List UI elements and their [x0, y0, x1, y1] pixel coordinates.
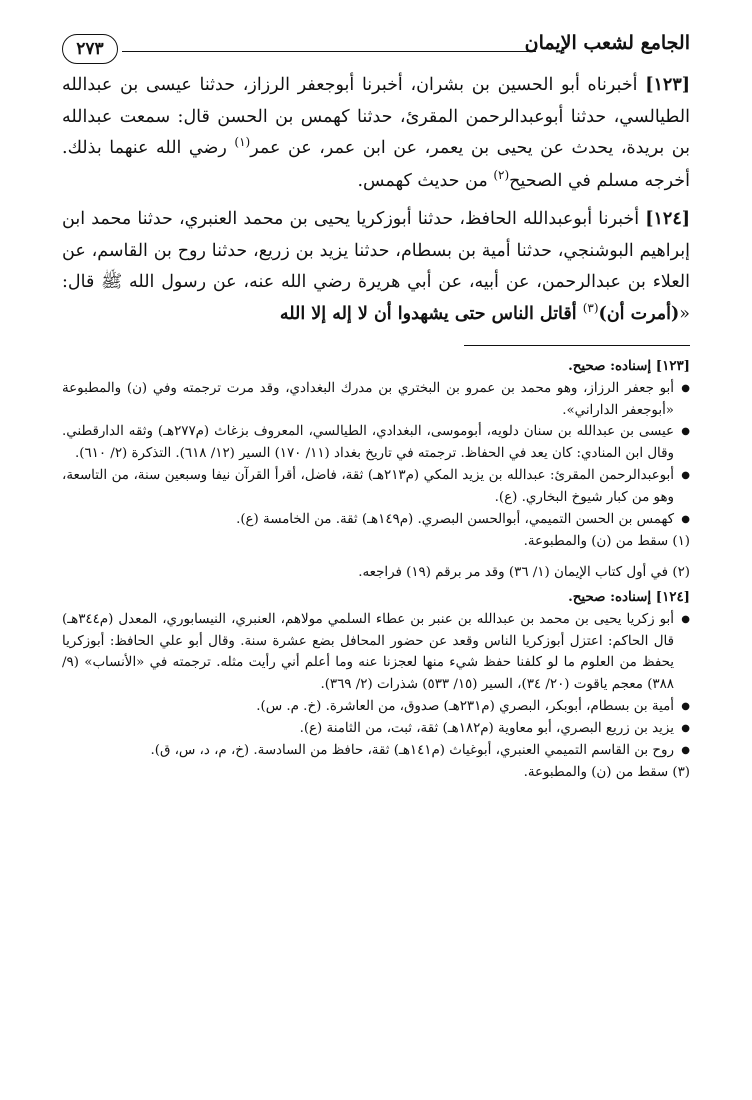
footnote-ref: (١): [234, 135, 251, 149]
note-title-124: [١٢٤] إسناده: صحيح.: [568, 588, 690, 605]
footnote-1: (١) سقط من (ن) والمطبوعة.: [523, 534, 690, 550]
narrator-note: ● أبو زكريا يحيى بن محمد بن عبدالله بن عنبر بن عطاء السلمي مولاهم، العنبري، النيسابوري، المعدل (م٣٤٤هـ) قال الحاكم: اعتزل أبوزكريا الناس وقعد عن حضور المحافل بضع عشرة سنة. وقال أبو علي الحافظ: أبوزكريا يحفظ من العلوم ما لو كلفنا حفظ شيء منها لعجزنا عنه وما أعلم أني رأيت مثله. ترجمته في «الأنساب» (٩/ ٣٨٨) معجم ياقوت (٢٠/ ٣٤)، السير (١٥/ ٥٣٣) شذرات (٢/ ٣٦٩).: [62, 609, 690, 696]
hadith-123: [62, 70, 690, 198]
hadith-matn: (أمرت أن): [598, 303, 680, 324]
hadith-text: أخبرنا أبوعبدالله الحافظ، حدثنا أبوزكريا يحيى بن محمد العنبري، حدثنا محمد ابن إبراهيم البوشنجي، حدثنا أمية بن بسطام، حدثنا يزيد بن زريع، حدثنا روح بن القاسم، عن العلاء بن عبدالرحمن، عن أبيه، عن أبي هريرة رضي الله عنه، عن رسول الله ﷺ قال: «: [62, 209, 690, 324]
footnote-ref: (٢): [493, 167, 510, 182]
narrator-note: ● يزيد بن زريع البصري، أبو معاوية (م١٨٢هـ) ثقة، ثبت، من الثامنة (ع).: [62, 718, 690, 740]
footnote-2: (٢) في أول كتاب الإيمان (١/ ٣٦) وقد مر برقم (١٩) فراجعه.: [358, 565, 690, 581]
footnotes: [62, 356, 690, 784]
footnote-ref: (٣): [582, 300, 599, 315]
hadith-number: [١٢٣]: [645, 75, 690, 95]
narrator-note: ● عيسى بن عبدالله بن سنان دلويه، أبوموسى، البغدادي، الطيالسي، المعروف بزغاث (م٢٧٧هـ) وثقه الدارقطني. وقال ابن المنادي: كان يعد في الحفاظ. ترجمته في تاريخ بغداد (١١/ ١٧٠) السير (١٢/ ٦١٨). التذكرة (٢/ ٦١٠).: [62, 421, 690, 465]
footnote-separator: [464, 345, 690, 346]
hadith-text: أخبرناه أبو الحسين بن بشران، أخبرنا أبوجعفر الرزاز، حدثنا عيسى بن عبدالله الطيالسي، حدثنا أبوعبدالرحمن المقرئ، حدثنا كهمس بن الحسن قال: سمعت عبدالله بن بريدة، يحدث عن يحيى بن يعمر، عن ابن عمر، عن عمر: [62, 75, 690, 158]
page-number: ٢٧٣: [62, 34, 118, 64]
main-text: [62, 70, 690, 331]
narrator-note: ● أبوعبدالرحمن المقرئ: عبدالله بن يزيد المكي (م٢١٣هـ) ثقة، فاضل، أقرأ القرآن نيفا وسبعين سنة، من التاسعة، وهو من كبار شيوخ البخاري. (ع).: [62, 465, 690, 509]
hadith-124: [62, 204, 690, 331]
hadith-number: [١٢٤]: [645, 209, 690, 229]
narrator-list-124: [62, 609, 690, 762]
page-header: [62, 28, 690, 70]
note-title-123: [١٢٣] إسناده: صحيح.: [568, 358, 690, 374]
narrator-note: ● أمية بن بسطام، أبوبكر، البصري (م٢٣١هـ) صدوق، من العاشرة. (خ. م. س).: [62, 696, 690, 718]
page: [62, 28, 690, 787]
narrator-note: ● روح بن القاسم التميمي العنبري، أبوغياث (م١٤١هـ) ثقة، حافظ من السادسة. (خ، م، د، س، ق).: [62, 740, 690, 762]
hadith-text: من حديث كهمس.: [357, 170, 494, 191]
narrator-note: ● كهمس بن الحسن التميمي، أبوالحسن البصري. (م١٤٩هـ) ثقة. من الخامسة (ع).: [62, 509, 690, 531]
footnote-3: (٣) سقط من (ن) والمطبوعة.: [523, 765, 690, 781]
narrator-list-123: [62, 378, 690, 531]
hadith-matn: أقاتل الناس حتى يشهدوا أن لا إله إلا الله: [279, 303, 583, 324]
hadith-text: رضي الله عنهما بذلك. أخرجه مسلم في الصحيح: [62, 138, 690, 191]
running-title: الجامع لشعب الإيمان: [524, 32, 690, 54]
narrator-note: ● أبو جعفر الرزاز، وهو محمد بن عمرو بن البختري بن مدرك البغدادي، وقد مرت ترجمته وفي (ن) والمطبوعة «أبوجعفر الداراني».: [62, 378, 690, 422]
header-rule: [122, 51, 536, 52]
